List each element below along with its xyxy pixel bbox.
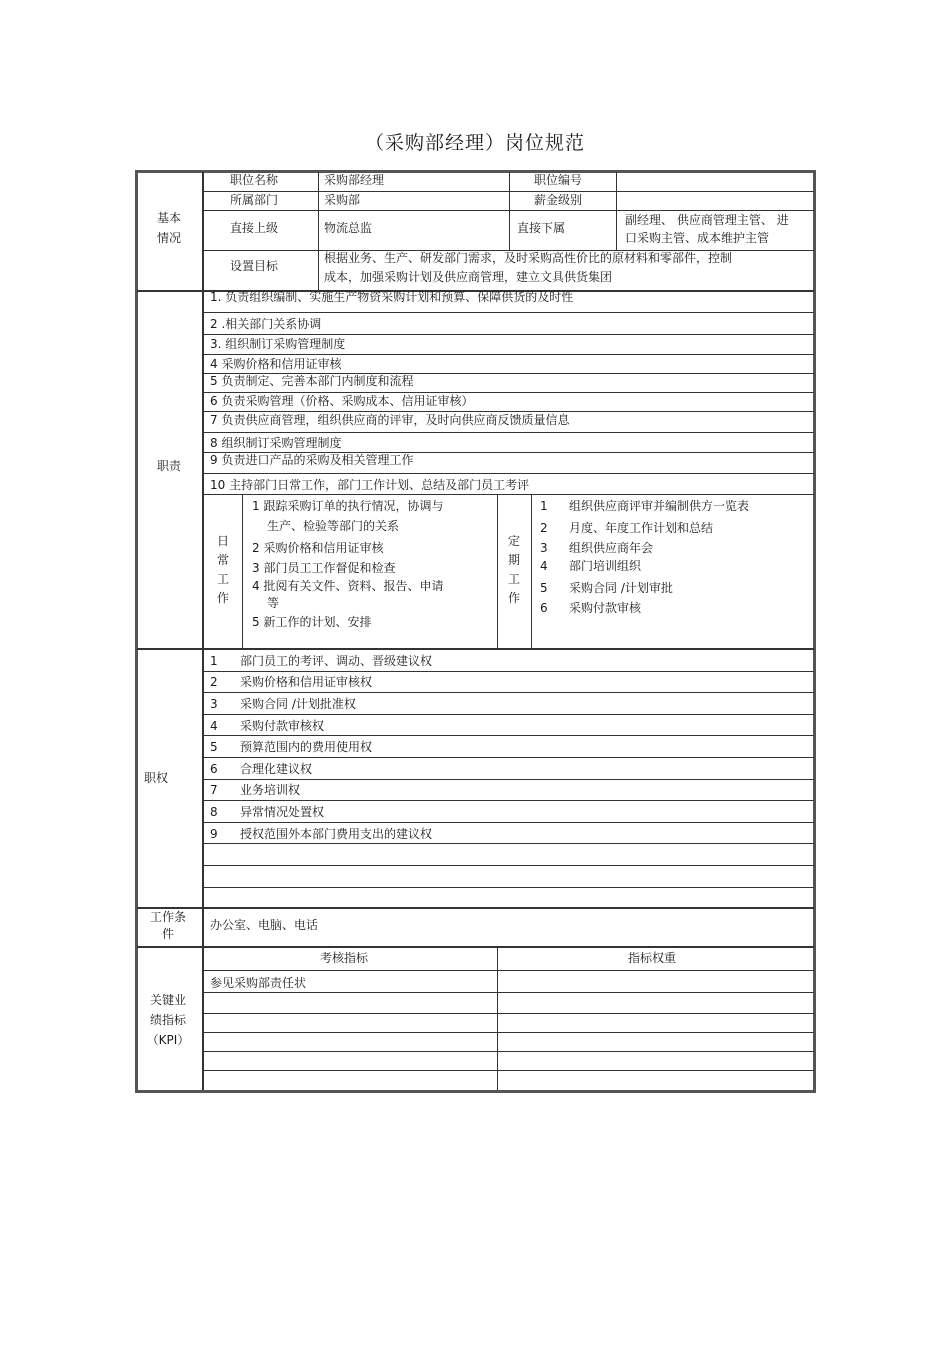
- periodic-item: 采购付款审核: [569, 601, 642, 615]
- daily-item: 生产、检验等部门的关系: [267, 519, 400, 533]
- duty-item: 5 负责制定、完善本部门内制度和流程: [210, 374, 414, 388]
- duty-row-line: [204, 473, 814, 474]
- authority-row-line: [204, 800, 814, 801]
- authority-item-num: 8: [210, 805, 218, 819]
- authority-item-num: 3: [210, 697, 218, 711]
- authority-item: 采购合同 /计划批准权: [240, 697, 356, 711]
- authority-item: 预算范围内的费用使用权: [240, 740, 373, 754]
- periodic-item: 组织供应商评审并编制供方一览表: [569, 499, 750, 513]
- salary-level-label: 薪金级别: [534, 193, 583, 207]
- authority-item: 部门员工的考评、调动、晋级建议权: [240, 654, 433, 668]
- kpi-row-line: [204, 992, 814, 993]
- authority-row-line: [204, 757, 814, 758]
- duty-item: 3. 组织制订采购管理制度: [210, 337, 346, 351]
- duty-row-line: [204, 354, 814, 355]
- periodic-item-num: 2: [540, 521, 548, 535]
- department-label: 所属部门: [230, 193, 279, 207]
- daily-item: 2 采购价格和信用证审核: [252, 541, 384, 555]
- kpi-row-line: [204, 1013, 814, 1014]
- duty-item: 8 组织制订采购管理制度: [210, 436, 342, 450]
- direct-subordinate-value: 副经理、 供应商管理主管、 进: [625, 213, 789, 227]
- periodic-item-num: 1: [540, 499, 548, 513]
- periodic-item-num: 4: [540, 559, 548, 573]
- duty-item: 9 负责进口产品的采购及相关管理工作: [210, 453, 414, 467]
- authority-row-line: [204, 714, 814, 715]
- position-code-label: 职位编号: [534, 173, 583, 187]
- conditions-value: 办公室、电脑、电话: [210, 918, 319, 932]
- periodic-item: 采购合同 /计划审批: [569, 581, 673, 595]
- daily-item: 3 部门员工工作督促和检查: [252, 561, 396, 575]
- authority-item-num: 9: [210, 827, 218, 841]
- authority-row-line: [204, 735, 814, 736]
- duty-row-line: [204, 334, 814, 335]
- direct-subordinate-label: 直接下属: [517, 221, 566, 235]
- authority-row-line: [204, 779, 814, 780]
- kpi-row-line: [204, 1070, 814, 1071]
- position-name-label: 职位名称: [230, 173, 279, 187]
- conditions-section-label: 工作条 件: [149, 910, 186, 941]
- authority-item: 合理化建议权: [240, 762, 313, 776]
- authority-item: 采购价格和信用证审核权: [240, 675, 373, 689]
- duty-item: 7 负责供应商管理，组织供应商的评审，及时向供应商反馈质量信息: [210, 413, 570, 427]
- authority-section-label: 职权: [143, 771, 168, 785]
- authority-item: 授权范围外本部门费用支出的建议权: [240, 827, 433, 841]
- periodic-item: 月度、年度工作计划和总结: [569, 521, 714, 535]
- kpi-col2-header: 指标权重: [628, 951, 677, 965]
- duty-item: 6 负责采购管理（价格、采购成本、信用证审核）: [210, 394, 474, 408]
- section-divider: [137, 946, 814, 948]
- authority-row-line: [204, 692, 814, 693]
- duty-row-line: [204, 411, 814, 412]
- basic-col-line: [318, 172, 319, 290]
- authority-row-line: [204, 822, 814, 823]
- authority-item-num: 1: [210, 654, 218, 668]
- goal-value: 根据业务、生产、研发部门需求，及时采购高性价比的原材料和零部件，控制: [324, 251, 733, 265]
- authority-item: 异常情况处置权: [240, 805, 325, 819]
- periodic-item: 组织供应商年会: [569, 541, 654, 555]
- kpi-row-value: 参见采购部责任状: [210, 976, 307, 990]
- daily-item: 5 新工作的计划、安排: [252, 615, 372, 629]
- section-divider: [137, 907, 814, 909]
- daily-item: 等: [267, 596, 280, 610]
- kpi-col1-header: 考核指标: [320, 951, 369, 965]
- department-value: 采购部: [324, 193, 361, 207]
- goal-label: 设置目标: [230, 259, 279, 273]
- basic-col-line: [509, 172, 510, 250]
- authority-item-num: 7: [210, 783, 218, 797]
- daily-periodic-divider: [497, 494, 498, 648]
- kpi-row-line: [204, 1032, 814, 1033]
- duty-item: 2 .相关部门关系协调: [210, 317, 322, 331]
- daily-item: 4 批阅有关文件、资料、报告、申请: [252, 579, 444, 593]
- label-column-divider: [202, 172, 204, 1090]
- duty-row-line: [204, 312, 814, 313]
- periodic-label-divider: [531, 494, 532, 648]
- authority-row-line: [204, 671, 814, 672]
- direct-subordinate-value-2: 口采购主管、成本维护主管: [625, 231, 770, 245]
- direct-superior-value: 物流总监: [324, 221, 373, 235]
- authority-item-num: 2: [210, 675, 218, 689]
- daily-work-label: 日 常 工 作: [216, 534, 229, 605]
- authority-row-line: [204, 843, 814, 844]
- periodic-item: 部门培训组织: [569, 559, 642, 573]
- daily-item: 1 跟踪采购订单的执行情况，协调与: [252, 499, 444, 513]
- authority-row-line: [204, 865, 814, 866]
- periodic-item-num: 6: [540, 601, 548, 615]
- authority-item-num: 6: [210, 762, 218, 776]
- section-divider: [137, 648, 814, 650]
- page-title: （采购部经理）岗位规范: [364, 132, 585, 154]
- duty-item: 4 采购价格和信用证审核: [210, 357, 342, 371]
- authority-item: 采购付款审核权: [240, 719, 325, 733]
- job-spec-table: [135, 170, 816, 1093]
- duty-item: 1. 负责组织编制、实施生产物资采购计划和预算、保障供货的及时性: [210, 290, 574, 304]
- duty-row-line: [204, 392, 814, 393]
- goal-value-2: 成本，加强采购计划及供应商管理，建立文具供货集团: [324, 270, 613, 284]
- duties-section-label: 职责: [156, 459, 181, 473]
- periodic-work-label: 定 期 工 作: [507, 534, 520, 605]
- duty-item: 10 主持部门日常工作，部门工作计划、总结及部门员工考评: [210, 478, 530, 492]
- kpi-section-label: 关键业 绩指标 （KPI）: [146, 993, 190, 1047]
- duty-row-line: [204, 494, 814, 495]
- position-name-value: 采购部经理: [324, 173, 385, 187]
- daily-label-divider: [242, 494, 243, 648]
- basic-section-label: 基本 情况: [156, 211, 181, 245]
- direct-superior-label: 直接上级: [230, 221, 279, 235]
- kpi-row-line: [204, 970, 814, 971]
- authority-row-line: [204, 887, 814, 888]
- kpi-row-line: [204, 1051, 814, 1052]
- periodic-item-num: 5: [540, 581, 548, 595]
- duty-row-line: [204, 432, 814, 433]
- authority-item-num: 4: [210, 719, 218, 733]
- authority-item-num: 5: [210, 740, 218, 754]
- basic-col-line: [616, 172, 617, 250]
- authority-item: 业务培训权: [240, 783, 301, 797]
- periodic-item-num: 3: [540, 541, 548, 555]
